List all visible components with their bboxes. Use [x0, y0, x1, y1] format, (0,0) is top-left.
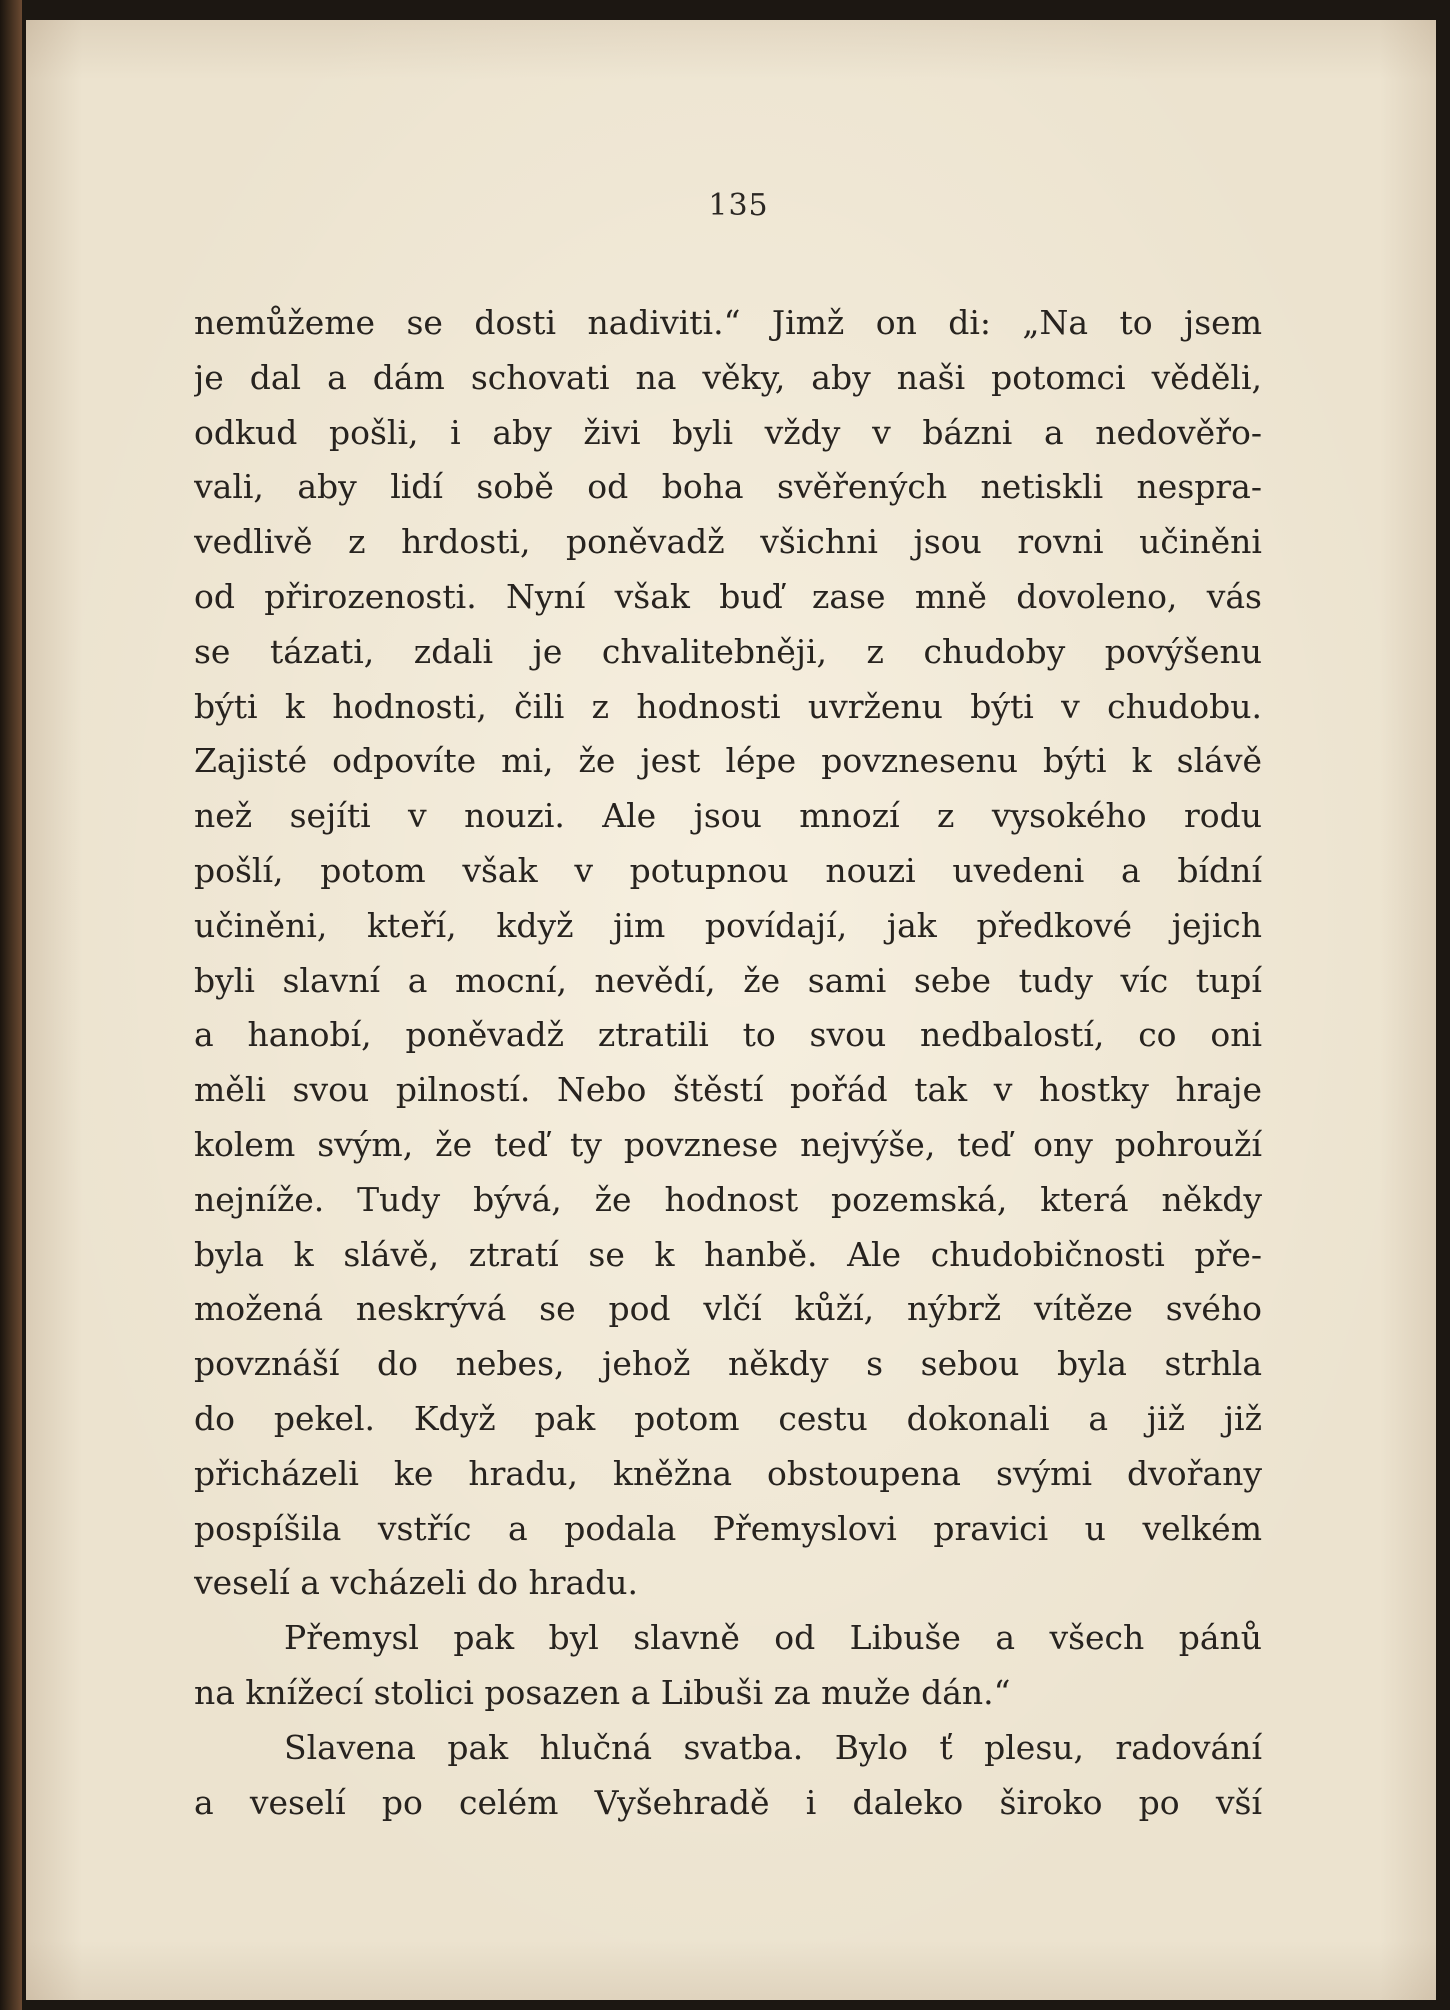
text-line: povznáší do nebes, jehož někdy s sebou byla strhla [194, 1344, 1262, 1384]
text-line: odkud pošli, i aby živi byli vždy v bázni a nedověřo- [194, 412, 1262, 452]
text-line: pospíšila vstříc a podala Přemyslovi pravici u velkém [194, 1508, 1262, 1548]
book-page [26, 20, 1436, 2000]
paragraph-first-line: Slavena pak hlučná svatba. Bylo ť plesu, radování [284, 1727, 1262, 1767]
text-line: do pekel. Když pak potom cestu dokonali a již již [194, 1398, 1262, 1438]
text-line: na knížecí stolici posazen a Libuši za muže dán.“ [194, 1672, 1011, 1712]
text-line: byli slavní a mocní, nevědí, že sami sebe tudy víc tupí [194, 960, 1262, 1000]
text-line: nejníže. Tudy bývá, že hodnost pozemská, která někdy [194, 1179, 1262, 1219]
text-line: Zajisté odpovíte mi, že jest lépe povznesenu býti k slávě [194, 741, 1262, 781]
text-line: býti k hodnosti, čili z hodnosti uvrženu býti v chudobu. [194, 686, 1262, 726]
text-line: učiněni, kteří, když jim povídají, jak předkové jejich [194, 905, 1262, 945]
text-line: se tázati, zdali je chvalitebněji, z chudoby povýšenu [194, 631, 1262, 671]
text-line: měli svou pilností. Nebo štěstí pořád tak v hostky hraje [194, 1070, 1262, 1110]
text-line: pošlí, potom však v potupnou nouzi uvedeni a bídní [194, 850, 1262, 890]
book-spine-edge [0, 0, 22, 2010]
text-line: od přirozenosti. Nyní však buď zase mně dovoleno, vás [194, 576, 1262, 616]
text-line: než sejíti v nouzi. Ale jsou mnozí z vysokého rodu [194, 796, 1262, 836]
page-number: 135 [708, 188, 769, 223]
text-line: vedlivě z hrdosti, poněvadž všichni jsou rovni učiněni [194, 522, 1262, 562]
text-line: a veselí po celém Vyšehradě i daleko široko po vší [194, 1782, 1262, 1822]
paragraph-first-line: Přemysl pak byl slavně od Libuše a všech pánů [284, 1618, 1262, 1658]
text-line: možená neskrývá se pod vlčí kůží, nýbrž vítěze svého [194, 1289, 1262, 1329]
text-line: kolem svým, že teď ty povznese nejvýše, teď ony pohrouží [194, 1124, 1262, 1164]
body-text [194, 296, 1262, 1830]
text-line: přicházeli ke hradu, kněžna obstoupena svými dvořany [194, 1453, 1262, 1493]
text-line: veselí a vcházeli do hradu. [194, 1563, 639, 1603]
text-line: a hanobí, poněvadž ztratili to svou nedbalostí, co oni [194, 1015, 1262, 1055]
text-line: vali, aby lidí sobě od boha svěřených netiskli nespra- [194, 467, 1262, 507]
text-line: nemůžeme se dosti nadiviti.“ Jimž on di: „Na to jsem [194, 303, 1262, 342]
text-line: je dal a dám schovati na věky, aby naši potomci věděli, [194, 357, 1262, 397]
text-line: byla k slávě, ztratí se k hanbě. Ale chudobičnosti pře- [194, 1234, 1262, 1274]
